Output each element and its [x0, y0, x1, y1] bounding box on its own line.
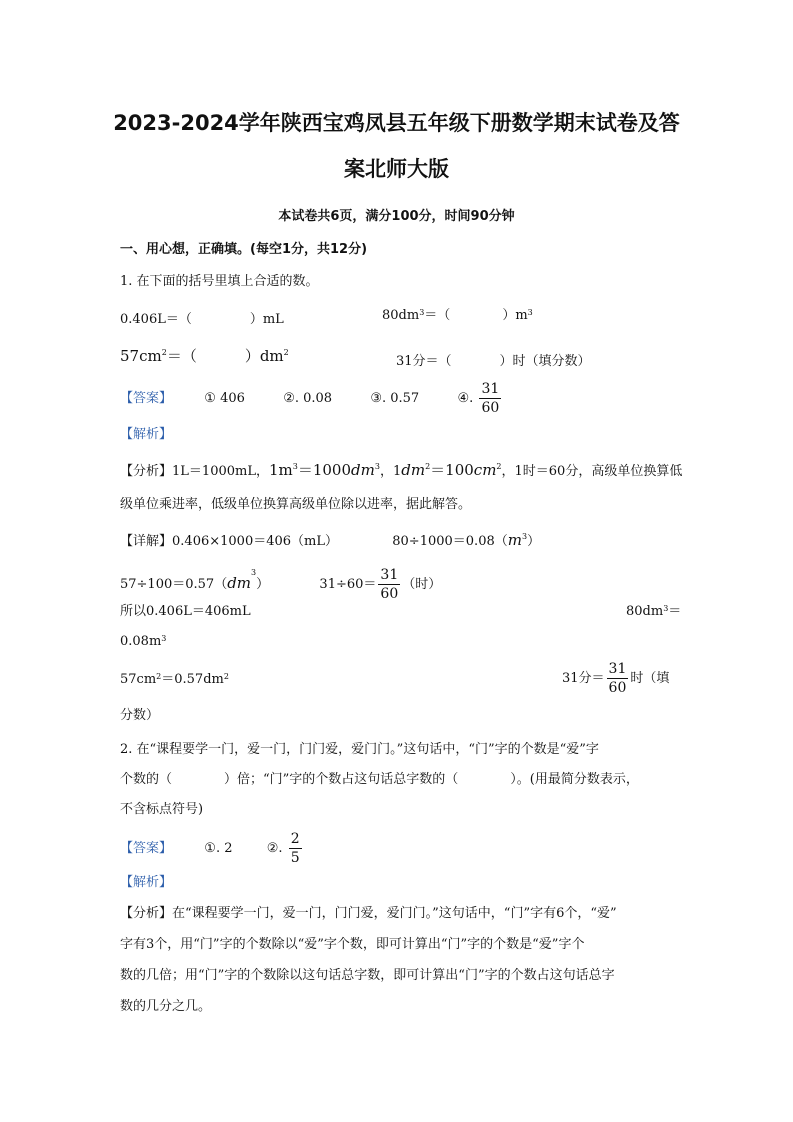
blank-c-left: 57cm: [120, 347, 162, 365]
q1-so-line2: [120, 632, 166, 652]
q1-fenxi-line2: 级单位乘进率，低级单位换算高级单位除以进率，据此解答。: [120, 497, 472, 512]
q1-so-d-line2: 分数）: [120, 708, 160, 723]
fenxi-eq1: ＝1000: [297, 461, 352, 479]
title-line-2: 案北师大版: [344, 157, 449, 181]
answer-2-fraction: [289, 830, 302, 867]
q1-so-d: [562, 660, 669, 697]
q2-answer: [120, 830, 304, 867]
exam-info: 本试卷共6页，满分100分，时间90分钟: [278, 209, 515, 224]
document-title: [90, 100, 703, 192]
q1-xiangjie-row1: [120, 530, 540, 552]
fenxi-sep: ，1: [379, 464, 402, 479]
sup: 2: [223, 672, 229, 681]
q1-blank-a: [120, 310, 284, 330]
q2-line3: 不含标点符号): [120, 802, 204, 817]
answer-tag: 【答案】: [120, 391, 173, 406]
q1-prompt: 1. 在下面的括号里填上合适的数。: [120, 274, 319, 289]
answer-1: ①. 2: [204, 841, 233, 856]
fenxi-text1: 1L＝1000mL，: [172, 464, 269, 479]
title-line-1: 2023-2024学年陕西宝鸡凤县五年级下册数学期末试卷及答: [113, 111, 680, 135]
q2-fenxi-line1: 【分析】在“课程要学一门，爱一门，门门爱，爱门门。”这句话中，“门”字有6个，“爱”: [120, 906, 617, 921]
sup-2: 2: [161, 348, 167, 357]
fenxi-dm2: dm: [401, 461, 426, 479]
sup: 2: [496, 462, 502, 471]
fraction-numerator: 31: [608, 661, 627, 677]
sup: 3: [374, 462, 380, 471]
so-d-end: 时（填: [630, 671, 670, 686]
so-right: 80dm: [626, 604, 664, 619]
xj-3-end: ）: [256, 577, 270, 592]
sup-3: 3: [419, 308, 425, 317]
fraction-denominator: 5: [290, 850, 300, 866]
blank-a-left: 0.406L＝（: [120, 312, 192, 327]
sup: 2: [425, 462, 431, 471]
xj-4: 31÷60＝: [319, 577, 377, 592]
so-d: 31分＝: [562, 671, 605, 686]
section-heading: 一、用心想，正确填。(每空1分，共12分): [120, 242, 368, 257]
answer-2: ②. 0.08: [283, 391, 333, 406]
blank-d-right: ）时（填分数）: [499, 354, 591, 369]
q2-fenxi-line2: 字有3个，用“门”字的个数除以“爱”字个数，即可计算出“门”字的个数是“爱”字个: [120, 937, 585, 952]
sup: 3: [292, 462, 298, 471]
sup: 3: [251, 568, 257, 577]
blank-c-mid: ＝（: [166, 347, 197, 365]
blank-b-left: 80dm: [382, 308, 420, 323]
q2-line1: 2. 在“课程要学一门，爱一门，门门爱，爱门门。”这句话中，“门”字的个数是“爱”字: [120, 742, 599, 757]
so-right-eq: ＝: [668, 604, 682, 619]
sup: 2: [156, 672, 162, 681]
fraction-numerator: 2: [290, 831, 300, 847]
q1-fenxi-line1: [120, 460, 682, 482]
q1-blank-b: [382, 306, 533, 326]
xj-2-unit: m: [507, 531, 522, 549]
so-line2: 0.08m: [120, 634, 162, 649]
fenxi-dm: dm: [351, 461, 375, 479]
q1-so-c: [120, 670, 229, 690]
blank-c-right: ）dm: [244, 347, 284, 365]
q1-xiangjie-row2: [120, 566, 441, 603]
q1-so-left: 所以0.406L＝406mL: [120, 604, 251, 619]
sup: 3: [161, 634, 167, 643]
answer-4-prefix: ④.: [457, 391, 474, 406]
blank-b-right: ）m: [502, 308, 528, 323]
sup-2b: 2: [283, 348, 289, 357]
so-c-mid: ＝0.57dm: [161, 672, 224, 687]
xj-1: 0.406×1000＝406（mL）: [172, 534, 338, 549]
fenxi-cm: cm: [473, 461, 497, 479]
q1-analysis-tag: 【解析】: [120, 427, 173, 442]
q2-line2: 个数的（ ）倍；“门”字的个数占这句话总字数的（ ）。(用最简分数表示，: [120, 772, 639, 787]
blank-b-mid: ＝（: [424, 308, 451, 323]
sup: 3: [521, 532, 528, 541]
so-d-fraction: [607, 660, 629, 697]
answer-1: ① 406: [204, 391, 245, 406]
answer-4-fraction: [479, 380, 501, 417]
so-c: 57cm: [120, 672, 157, 687]
q1-blank-d: [396, 352, 591, 372]
xj-4-fraction: [378, 566, 400, 603]
q1-answer: [120, 380, 503, 417]
xj-3: 57÷100＝0.57（: [120, 577, 228, 592]
fraction-denominator: 60: [481, 400, 500, 416]
blank-a-right: ）mL: [249, 312, 284, 327]
xj-2: 80÷1000＝0.08（: [392, 534, 508, 549]
blank-d-left: 31分＝（: [396, 354, 452, 369]
fenxi-text2: ，1时＝60分，高级单位换算低: [501, 464, 683, 479]
xj-3-unit: dm: [227, 574, 252, 592]
sup-3b: 3: [527, 308, 533, 317]
xiangjie-tag: 【详解】: [120, 534, 173, 549]
fenxi-tag: 【分析】: [120, 464, 173, 479]
fraction-denominator: 60: [608, 680, 627, 696]
fraction-numerator: 31: [380, 567, 399, 583]
answer-2-prefix: ②.: [266, 841, 283, 856]
xj-4-end: （时）: [402, 577, 442, 592]
fraction-denominator: 60: [380, 586, 399, 602]
answer-3: ③. 0.57: [370, 391, 420, 406]
q2-fenxi-line3: 数的几倍；用“门”字的个数除以这句话总字数，即可计算出“门”字的个数占这句话总字: [120, 968, 615, 983]
fenxi-m: 1m: [268, 461, 293, 479]
q2-fenxi-line4: 数的几分之几。: [120, 999, 212, 1014]
fenxi-eq2: ＝100: [430, 461, 474, 479]
q1-so-right: [626, 602, 681, 622]
q2-analysis-tag: 【解析】: [120, 875, 173, 890]
answer-tag: 【答案】: [120, 841, 173, 856]
xj-2-end: ）: [527, 534, 541, 549]
q1-blank-c: [120, 346, 289, 366]
fraction-numerator: 31: [481, 381, 500, 397]
sup: 3: [663, 604, 669, 613]
